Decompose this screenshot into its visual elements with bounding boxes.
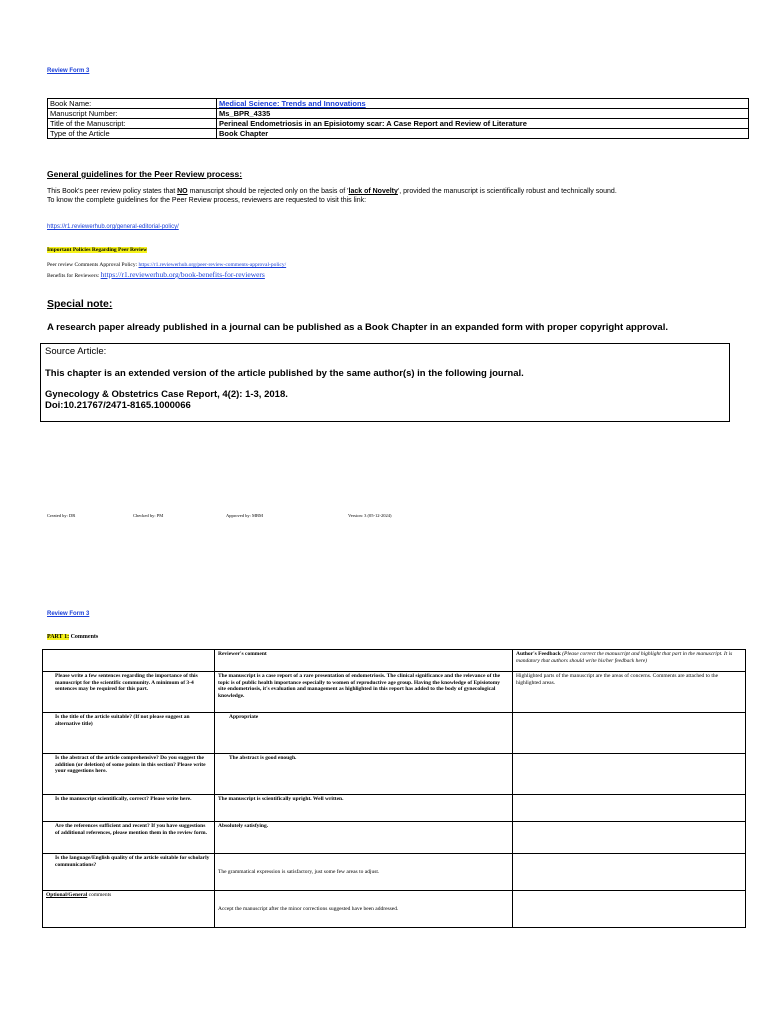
benefits-label: Benefits for Reviewers: bbox=[47, 273, 101, 279]
approval-policy-line bbox=[47, 262, 286, 268]
guidelines-heading: General guidelines for the Peer Review process: bbox=[47, 169, 243, 179]
optional-label: Optional/General bbox=[46, 892, 88, 898]
author-feedback-cell[interactable] bbox=[513, 713, 746, 754]
special-note-heading: Special note: bbox=[47, 298, 113, 310]
footer-version: Version: 3 (05-12-2024) bbox=[348, 513, 392, 518]
manuscript-title-key: Title of the Manuscript: bbox=[48, 119, 217, 129]
table-row bbox=[43, 713, 746, 754]
optional-comments-label-cell bbox=[43, 891, 215, 928]
article-type-value: Book Chapter bbox=[217, 129, 749, 139]
header-reviewer: Reviewer's comment bbox=[215, 650, 513, 672]
question-cell: Is the title of the article suitable? (If not please suggest an alternative title) bbox=[43, 713, 215, 754]
question-cell: Please write a few sentences regarding the importance of this manuscript for the scientific community. A minimum of 3-4 sentences may be required for this part. bbox=[43, 672, 215, 713]
table-row bbox=[43, 672, 746, 713]
reviewer-comment-cell[interactable]: Appropriate bbox=[215, 713, 513, 754]
benefits-line bbox=[47, 270, 265, 279]
reviewer-comment-cell[interactable]: Absolutely satisfying. bbox=[215, 822, 513, 854]
source-journal: Gynecology & Obstetrics Case Report, 4(2): 1-3, 2018. bbox=[45, 389, 288, 400]
editorial-policy-link[interactable]: https://r1.reviewerhub.org/general-editorial-policy/ bbox=[47, 224, 179, 230]
review-form-label[interactable]: Review Form 3 bbox=[47, 68, 90, 74]
guidelines-link-intro: To know the complete guidelines for the Peer Review process, reviewers are requested to visit this link: bbox=[47, 196, 367, 204]
guidelines-text: This Book's peer review policy states that bbox=[47, 188, 178, 195]
question-cell: Is the manuscript scientifically, correct? Please write here. bbox=[43, 795, 215, 822]
part-heading bbox=[47, 634, 98, 640]
author-feedback-cell[interactable] bbox=[513, 822, 746, 854]
manuscript-number-key: Manuscript Number: bbox=[48, 109, 217, 119]
footer-created: Created by: DR bbox=[47, 513, 76, 518]
header-author-italic: (Please correct the manuscript and highlight that part in the manuscript. It is mandatory that authors should write his/her feedback here) bbox=[516, 651, 733, 664]
footer-approved: Approved by: MBM bbox=[226, 513, 263, 518]
reviewer-comment-cell[interactable]: The grammatical expression is satisfactory, just some few areas to adjust. bbox=[215, 854, 513, 891]
author-feedback-cell[interactable] bbox=[513, 754, 746, 795]
part-label: PART 1: bbox=[47, 634, 70, 640]
author-feedback-cell[interactable]: Highlighted parts of the manuscript are the areas of concerns. Comments are attached to the highlighted areas. bbox=[513, 672, 746, 713]
benefits-link[interactable]: https://r1.reviewerhub.org/book-benefits-for-reviewers bbox=[100, 270, 265, 279]
novelty-emphasis: lack of Novelty bbox=[348, 188, 398, 195]
reviewer-comment-cell[interactable]: The abstract is good enough. bbox=[215, 754, 513, 795]
table-row bbox=[48, 109, 749, 119]
table-row bbox=[43, 854, 746, 891]
approval-policy-link[interactable]: https://r1.reviewerhub.org/peer-review-comments-approval-policy/ bbox=[138, 262, 287, 268]
review-form-label[interactable]: Review Form 3 bbox=[47, 611, 90, 617]
reviewer-comment-cell[interactable]: The manuscript is a case report of a rare presentation of endometriosis. The clinical significance and the relevance of the topic is of public health importance especially to women of reproductive age group. Having the knowledge of Episiotomy site endometriosis, it's evaluation and management as highlighted in this report has added to the body of gynecological knowledge. bbox=[215, 672, 513, 713]
footer-checked: Checked by: PM bbox=[133, 513, 164, 518]
question-cell: Are the references sufficient and recent? If you have suggestions of additional references, please mention them in the review form. bbox=[43, 822, 215, 854]
table-row bbox=[43, 754, 746, 795]
question-cell: Is the abstract of the article comprehensive? Do you suggest the addition (or deletion) of some points in this section? Please write your suggestions here. bbox=[43, 754, 215, 795]
table-row bbox=[43, 795, 746, 822]
part-title: Comments bbox=[69, 634, 99, 640]
table-row bbox=[43, 891, 746, 928]
table-row bbox=[48, 129, 749, 139]
optional-author-cell[interactable] bbox=[513, 891, 746, 928]
manuscript-number-value: Ms_BPR_4335 bbox=[217, 109, 749, 119]
comments-table bbox=[42, 649, 746, 928]
no-emphasis: NO bbox=[177, 188, 188, 195]
question-cell: Is the language/English quality of the article suitable for scholarly communications? bbox=[43, 854, 215, 891]
book-name-key: Book Name: bbox=[48, 99, 217, 109]
table-row bbox=[48, 119, 749, 129]
author-feedback-cell[interactable] bbox=[513, 795, 746, 822]
table-row bbox=[43, 822, 746, 854]
reviewer-comment-cell[interactable]: The manuscript is scientifically upright. Well written. bbox=[215, 795, 513, 822]
guidelines-paragraph bbox=[47, 188, 747, 205]
table-header-row bbox=[43, 650, 746, 672]
important-policies-label: Important Policies Regarding Peer Review bbox=[47, 247, 148, 253]
manuscript-info-table bbox=[47, 98, 749, 139]
guidelines-text: manuscript should be rejected only on the basis of ' bbox=[187, 188, 349, 195]
manuscript-title-value: Perineal Endometriosis in an Episiotomy scar: A Case Report and Review of Literature bbox=[217, 119, 749, 129]
source-article-title: Source Article: bbox=[45, 346, 107, 357]
author-feedback-cell[interactable] bbox=[513, 854, 746, 891]
header-author bbox=[513, 650, 746, 672]
source-article-line: This chapter is an extended version of the article published by the same author(s) in the following journal. bbox=[45, 368, 524, 379]
approval-policy-label: Peer review Comments Approval Policy: bbox=[47, 262, 139, 268]
header-empty bbox=[43, 650, 215, 672]
optional-suffix: comments bbox=[87, 892, 112, 898]
table-row bbox=[48, 99, 749, 109]
source-doi: Doi:10.21767/2471-8165.1000066 bbox=[45, 400, 191, 411]
special-note-body: A research paper already published in a journal can be published as a Book Chapter in an expanded form with proper copyright approval. bbox=[47, 322, 668, 333]
article-type-key: Type of the Article bbox=[48, 129, 217, 139]
source-article-box bbox=[40, 343, 730, 422]
book-name-link[interactable]: Medical Science: Trends and Innovations bbox=[219, 99, 366, 108]
guidelines-text: ', provided the manuscript is scientifically robust and technically sound. bbox=[397, 188, 617, 195]
optional-reviewer-cell[interactable]: Accept the manuscript after the minor corrections suggested have been addressed. bbox=[215, 891, 513, 928]
header-author-bold: Author's Feedback bbox=[516, 651, 561, 657]
